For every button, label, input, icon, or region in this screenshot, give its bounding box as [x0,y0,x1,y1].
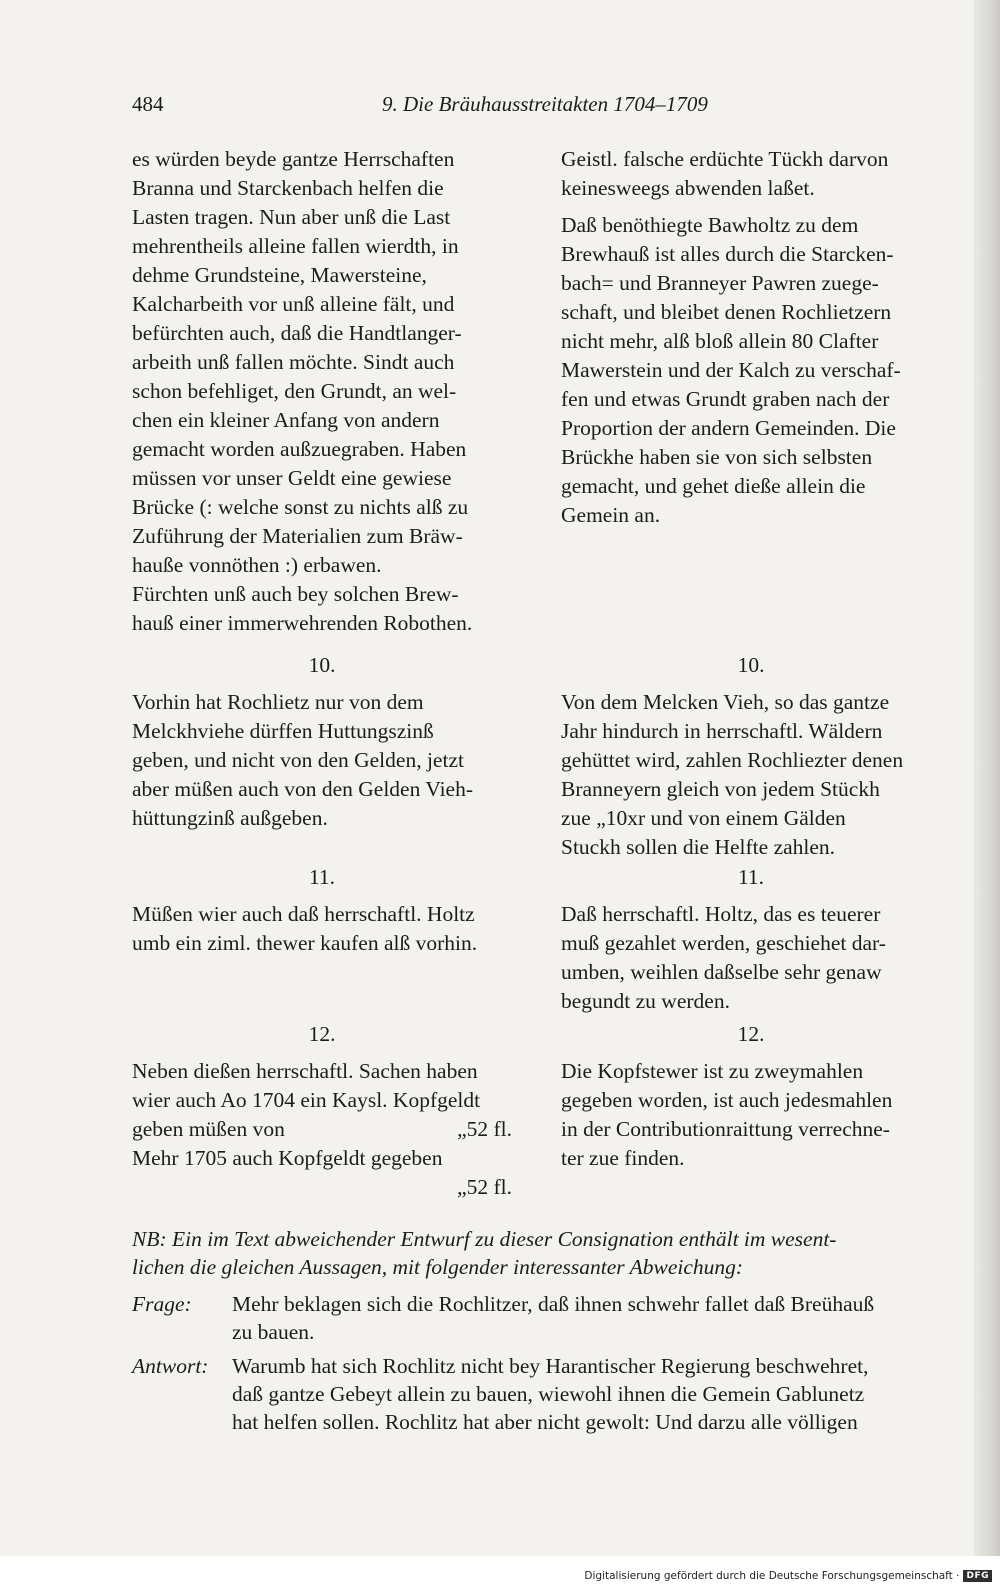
item-number: 11. [308,865,336,889]
text-line: schaft, und bleibet denen Rochlietzern [561,300,892,324]
text-line: umben, weihlen daßselbe sehr genaw [561,960,882,984]
item-number: 11. [737,865,765,889]
text-line: geben, und nicht von den Gelden, jetzt [132,748,464,772]
text-line: Mehr beklagen sich die Rochlitzer, daß ihnen schwehr fallet daß Breühauß [232,1292,875,1316]
text-line: Mawerstein und der Kalch zu verschaf- [561,358,901,382]
text-line: bach= und Branneyer Pawren zuege- [561,271,879,295]
text-line: Brücke (: welche sonst zu nichts alß zu [132,495,469,519]
right-intro [561,145,941,530]
text-line: Daß benöthiegte Bawholtz zu dem [561,213,859,237]
text-line: daß gantze Gebeyt allein zu bauen, wiewohl ihnen die Gemein Gablunetz [232,1382,865,1406]
text-line: mehrentheils alleine fallen wierdth, in [132,234,459,258]
left-intro [132,145,512,638]
text-line: Daß herrschaftl. Holtz, das es teuerer [561,902,881,926]
antwort-label: Antwort: [132,1354,209,1378]
amount-value: „52 fl. [457,1117,512,1141]
text-line: arbeith unß fallen möchte. Sindt auch [132,350,455,374]
text-line: Melckhviehe dürffen Huttungszinß [132,719,434,743]
text-line: ter zue finden. [561,1146,685,1170]
text-line: Gemein an. [561,503,661,527]
text-line: Stuckh sollen die Helfte zahlen. [561,835,836,859]
text-line: fen und etwas Grundt graben nach der [561,387,890,411]
antwort-text [232,1352,942,1436]
item-number: 12. [308,1022,336,1046]
item-number: 10. [308,653,336,677]
text-line: lichen die gleichen Aussagen, mit folgender interessanter Abweichung: [132,1255,744,1279]
text-line: aber müßen auch von den Gelden Vieh- [132,777,473,801]
text-line: Die Kopfstewer ist zu zweymahlen [561,1059,864,1083]
text-line: hüttungzinß außgeben. [132,806,328,830]
text-line: hauße vonnöthen :) erbawen. [132,553,382,577]
item-number: 12. [737,1022,765,1046]
text-line: begundt zu werden. [561,989,730,1013]
page-edge-shadow [974,0,1000,1560]
digitization-footer [584,1570,992,1582]
text-line: Vorhin hat Rochlietz nur von dem [132,690,424,714]
text-line: Zuführung der Materialien zum Bräw- [132,524,463,548]
text-line: schon befehliget, den Grundt, an wel- [132,379,457,403]
text-line: zue „10xr und von einem Gälden [561,806,846,830]
text-line: gehüttet wird, zahlen Rochliezter denen [561,748,904,772]
text-line: Warumb hat sich Rochlitz nicht bey Harantischer Regierung beschwehret, [232,1354,869,1378]
editorial-note [132,1225,942,1281]
amount-label: geben müßen von [132,1117,285,1141]
text-line: wier auch Ao 1704 ein Kaysl. Kopfgeldt [132,1088,481,1112]
text-line: umb ein ziml. thewer kaufen alß vorhin. [132,931,478,955]
text-line: in der Contributionraittung verrechne- [561,1117,890,1141]
text-line: Müßen wier auch daß herrschaftl. Holtz [132,902,475,926]
text-line: zu bauen. [232,1320,315,1344]
running-title: 9. Die Bräuhausstreitakten 1704–1709 [382,92,708,116]
text-line: dehme Grundsteine, Mawersteine, [132,263,427,287]
text-line: hat helfen sollen. Rochlitz hat aber nicht gewolt: Und darzu alle völligen [232,1410,858,1434]
text-line: chen ein kleiner Anfang von andern [132,408,440,432]
frage-label: Frage: [132,1292,192,1316]
right-item-10 [561,651,941,862]
text-line: NB: Ein im Text abweichender Entwurf zu dieser Consignation enthält im wesent- [132,1227,837,1251]
text-line: nicht mehr, alß bloß allein 80 Clafter [561,329,879,353]
text-line: Proportion der andern Gemeinden. Die [561,416,896,440]
text-line: Kalcharbeith vor unß alleine fält, und [132,292,455,316]
text-line: befürchten auch, daß die Handtlanger- [132,321,462,345]
page-header [132,92,942,122]
text-line: Neben dießen herrschaftl. Sachen haben [132,1059,478,1083]
amount-row [132,1115,512,1144]
dfg-logo-icon: DFG [963,1570,992,1582]
text-line: müssen vor unser Geldt eine gewiese [132,466,452,490]
left-item-12 [132,1020,512,1202]
right-item-11 [561,863,941,1016]
text-line: Fürchten unß auch bey solchen Brew- [132,582,459,606]
text-line: hauß einer immerwehrenden Robothen. [132,611,473,635]
text-line: Branneyern gleich von jedem Stückh [561,777,880,801]
left-item-10 [132,651,512,833]
text-line: keinesweegs abwenden laßet. [561,176,815,200]
text-line: Brewhauß ist alles durch die Starcken- [561,242,894,266]
text-line: Branna und Starckenbach helfen die [132,176,444,200]
text-line: Geistl. falsche erdüchte Tückh darvon [561,147,889,171]
text-line: Brückhe haben sie von sich selbsten [561,445,873,469]
text-line: gemacht worden außzuegraben. Haben [132,437,467,461]
right-item-12 [561,1020,941,1173]
item-number: 10. [737,653,765,677]
frage-text [232,1290,942,1346]
text-line: gegeben worden, ist auch jedesmahlen [561,1088,893,1112]
text-line: gemacht, und gehet dieße allein die [561,474,866,498]
text-line: Jahr hindurch in herrschaftl. Wäldern [561,719,883,743]
text-line: muß gezahlet werden, geschiehet dar- [561,931,886,955]
text-line: Von dem Melcken Vieh, so das gantze [561,690,890,714]
text-line: Mehr 1705 auch Kopfgeldt gegeben [132,1146,443,1170]
amount-value: „52 fl. [457,1175,512,1199]
page-number: 484 [132,92,164,116]
funding-credit: Digitalisierung gefördert durch die Deutsche Forschungsgemeinschaft · [584,1570,960,1582]
text-line: es würden beyde gantze Herrschaften [132,147,455,171]
left-item-11 [132,863,512,958]
text-line: Lasten tragen. Nun aber unß die Last [132,205,451,229]
